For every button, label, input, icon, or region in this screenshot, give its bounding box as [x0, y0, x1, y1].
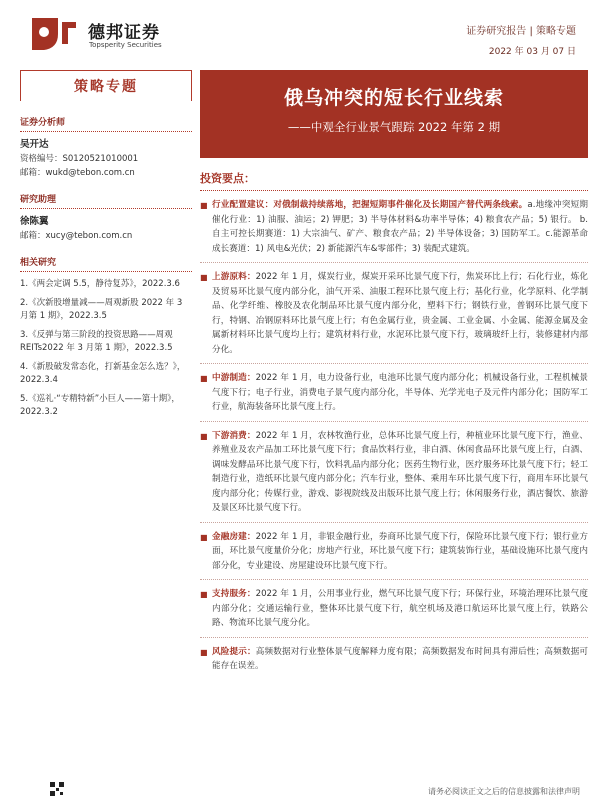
- paragraph-body: 2022 年 1 月，公用事业行业，燃气环比景气度下行；环保行业，环境治理环比景气度内部分化；交通运输行业，整体环比景气度下行，航空机场及港口航运环比景气度上行，铁路公路、物流环比景气度分化。: [212, 589, 588, 628]
- assistant-section-title: 研究助理: [20, 192, 192, 209]
- summary-paragraph: [200, 530, 588, 574]
- related-item[interactable]: 2.《次新股增量减——周观新股 2022 年 3 月第 1 期》，2022.3.5: [20, 298, 183, 321]
- paragraph-body: 2022 年 1 月，非银金融行业，券商环比景气度下行，保险环比景气度下行；银行业方面，环比景气度量价分化；房地产行业，环比景气度下行；建筑装饰行业，基础设施环比景气度内部分化，专业建设、房屋建设环比景气度下行。: [212, 531, 588, 571]
- paragraph-body: 2022 年 1 月，电力设备行业，电池环比景气度内部分化；机械设备行业，工程机械景气度下行；电子行业，消费电子景气度内部分化，半导体、光学光电子及元件内部分化；国防军工行业，航海装备环比景气度上行。: [212, 373, 588, 412]
- divider: [200, 421, 588, 422]
- report-title: 俄乌冲突的短长行业线索: [283, 87, 504, 109]
- report-date: 2022 年 03 月 07 日: [488, 47, 576, 57]
- analyst-email[interactable]: 邮箱：wukd@tebon.com.cn: [20, 168, 135, 178]
- bullet-icon: ■: [200, 374, 208, 383]
- divider: [200, 363, 588, 364]
- related-item[interactable]: 5.《巡礼·“专精特新”小巨人——第十期》，2022.3.2: [20, 394, 180, 417]
- footer-disclaimer: 请务必阅读正文之后的信息披露和法律声明: [428, 787, 580, 796]
- bullet-icon: ■: [200, 532, 208, 542]
- divider: [200, 637, 588, 638]
- divider: [200, 579, 588, 580]
- summary-paragraph: [200, 645, 588, 674]
- main-content: [200, 70, 588, 674]
- related-item[interactable]: 3.《反弹与第三阶段的投资思路——周观 REITs2022 年 3 月第 1 期》，2022.3.5: [20, 330, 173, 353]
- assistant-name: 徐陈翼: [20, 216, 49, 227]
- summary-paragraph: [200, 198, 588, 256]
- bullet-icon: ■: [200, 201, 208, 210]
- brand-name-en: Topsperity Securities: [89, 41, 162, 49]
- paragraph-body: 2022 年 1 月，煤炭行业，煤炭开采环比景气度下行，焦炭环比上行；石化行业，炼化及贸易环比景气度内部分化，油气开采、油服工程环比景气度上行；基化行业，化学原料、化学制品、化学纤维、橡胶及农化制品环比景气度内部分化，塑料下行；钢铁行业，普钢环比景气度下行，特钢、冶钢原料环比景气度上行；有色金属行业，贵金属、工业金属、小金属、能源金属及金属新材料环比景气度均上行；建筑材料行业，水泥环比景气度下行，玻璃玻纤上行，装修建材内部分化。: [212, 272, 588, 355]
- summary-title: 投资要点：: [200, 170, 588, 191]
- report-subtitle: ——中观全行业景气跟踪 2022 年第 2 期: [287, 120, 501, 134]
- paragraph-head: 行业配置建议：对俄制裁持续落地，把握短期事件催化及长期国产替代两条线索。: [212, 200, 528, 210]
- paragraph-head: 金融房建：: [212, 531, 256, 542]
- summary-paragraph: [200, 270, 588, 357]
- paragraph-head: 支持服务：: [212, 589, 256, 599]
- paragraph-body: 2022 年 1 月，农林牧渔行业，总体环比景气度上行，种植业环比景气度下行，渔业、养殖业及农产品加工环比景气度下行；食品饮料行业，非白酒、休闲食品环比景气度上行，白酒、调味发酵品环比景气度下行，饮料乳品内部分化；医药生物行业，医疗服务环比景气度下行；轻工制造行业，造纸环比景气度内部分化；汽车行业，整体、乘用车环比景气度下行，商用车环比景气度内部分化；传媒行业，游戏、影视院线及出版环比景气度上行；休闲服务行业，酒店餐饮、旅游及景区环比景气度下行。: [212, 430, 588, 513]
- analyst-name: 吴开达: [20, 139, 49, 150]
- summary-paragraph: [200, 429, 588, 516]
- analyst-cert: 资格编号：S0120521010001: [20, 154, 139, 164]
- related-item[interactable]: 1.《两会定调 5.5，静待复苏》，2022.3.6: [20, 279, 180, 289]
- brand-name: 德邦证券: [88, 23, 160, 43]
- divider: [200, 522, 588, 523]
- paragraph-head: 风险提示：: [212, 646, 256, 657]
- qr-code-icon: [50, 782, 64, 796]
- related-section-title: 相关研究: [20, 255, 192, 272]
- paragraph-body: a.地缘冲突短期催化行业：1) 油服、油运；2) 钾肥；3) 半导体材料&功率半导体；4) 粮食农产品；5) 银行。 b.自主可控长期赛道：1) 大宗油气、矿产、粮食农产品；2) 半导体设备；3) 国防军工。c.能源革命成长赛道：1) 风电&光伏；2) 新能源汽车&零部件；3) 装配式建筑。: [212, 200, 588, 254]
- paragraph-head: 下游消费：: [212, 430, 256, 441]
- paragraph-head: 中游制造：: [212, 373, 256, 383]
- summary-paragraph: [200, 587, 588, 631]
- sidebar: [20, 70, 192, 425]
- category-label: 策略专题: [20, 70, 192, 101]
- title-banner: [200, 70, 588, 158]
- assistant-email[interactable]: 邮箱：xucy@tebon.com.cn: [20, 231, 133, 241]
- bullet-icon: ■: [200, 647, 208, 657]
- divider: [200, 262, 588, 263]
- related-item[interactable]: 4.《新股破发常态化，打新基金怎么选？》，2022.3.4: [20, 362, 186, 385]
- related-list: [20, 278, 192, 419]
- summary-paragraph: [200, 371, 588, 415]
- paragraph-head: 上游原料：: [212, 272, 256, 282]
- report-type: 证券研究报告 | 策略专题: [466, 26, 576, 37]
- bullet-icon: ■: [200, 431, 208, 441]
- bullet-icon: ■: [200, 273, 208, 282]
- paragraph-body: 高频数据对行业整体景气度解释力度有限；高频数据发布时间具有滞后性；高频数据可能存在误差。: [212, 646, 588, 671]
- company-logo-icon: [28, 14, 80, 54]
- analyst-section-title: 证券分析师: [20, 115, 192, 132]
- bullet-icon: ■: [200, 590, 208, 599]
